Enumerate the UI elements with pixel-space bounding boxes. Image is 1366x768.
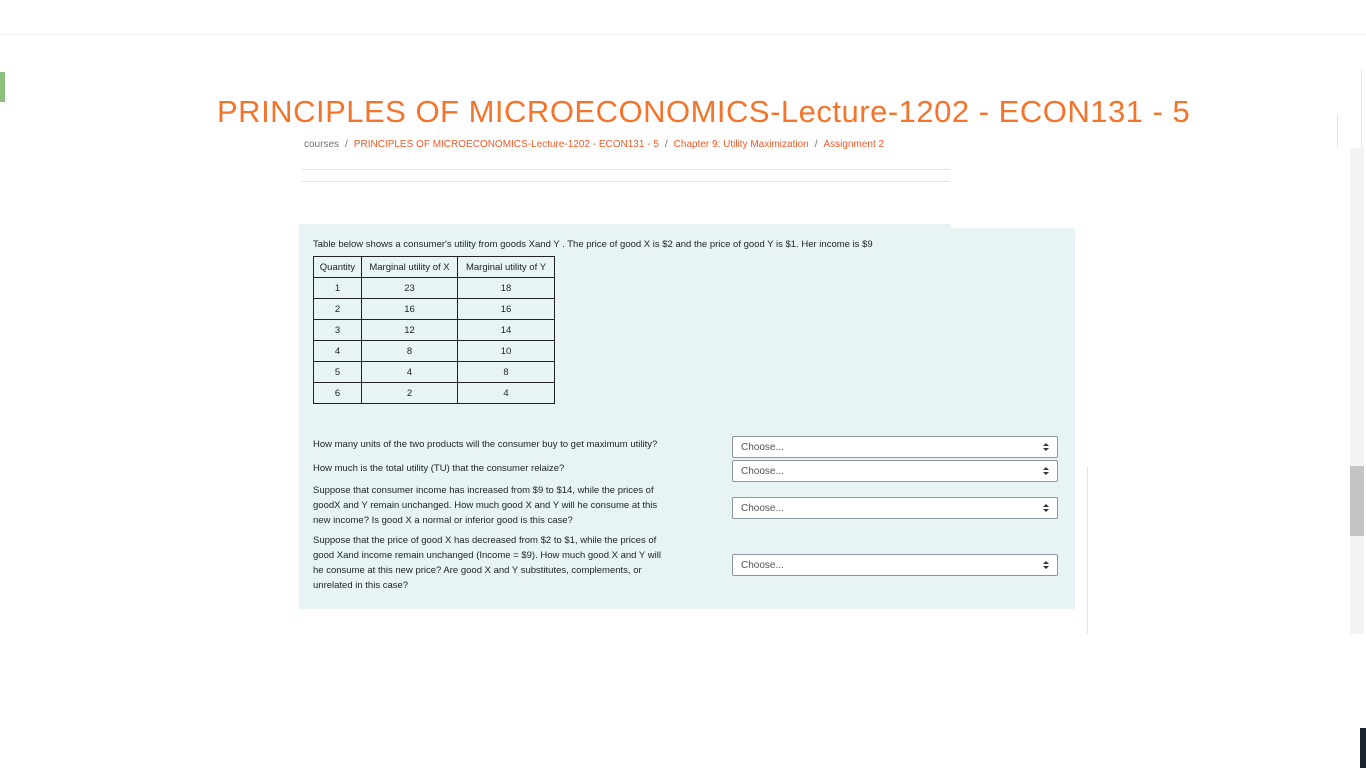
subquestion-line: unrelated in this case? bbox=[313, 580, 409, 591]
table-cell: 1 bbox=[314, 278, 362, 299]
table-header-row bbox=[314, 257, 555, 278]
scrollbar-thumb[interactable] bbox=[1350, 466, 1364, 536]
table-cell: 16 bbox=[458, 299, 555, 320]
breadcrumb-assignment[interactable]: Assignment 2 bbox=[823, 139, 885, 150]
subquestion-line: How many units of the two products will the consumer buy to get maximum utility? bbox=[313, 439, 658, 450]
page-border-right-top bbox=[1337, 114, 1338, 148]
table-header: Marginal utility of Y bbox=[458, 257, 555, 278]
question-intro: Table below shows a consumer's utility from goods Xand Y . The price of good X is $2 and the price of good Y is $1. Her income is $9 bbox=[313, 239, 873, 250]
course-title-text: PRINCIPLES OF MICROECONOMICS-Lecture-1202 - ECON131 - 5 bbox=[217, 94, 1191, 129]
subquestion-4-text bbox=[313, 533, 661, 593]
subquestion-line: he consume at this new price? Are good X and Y substitutes, complements, or bbox=[313, 565, 642, 576]
subquestion-line: good Xand income remain unchanged (Income = $9). How much good X and Y will bbox=[313, 550, 661, 561]
select-value: Choose... bbox=[741, 502, 784, 514]
breadcrumb-chapter[interactable]: Chapter 9: Utility Maximization bbox=[673, 139, 809, 150]
breadcrumb-course[interactable]: PRINCIPLES OF MICROECONOMICS-Lecture-1202 - ECON131 - 5 bbox=[353, 139, 659, 150]
subquestion-1-text bbox=[313, 437, 657, 452]
table-cell: 16 bbox=[362, 299, 458, 320]
course-title bbox=[217, 94, 1191, 129]
table-header: Marginal utility of X bbox=[362, 257, 458, 278]
breadcrumb bbox=[304, 139, 884, 150]
header-divider bbox=[302, 181, 950, 182]
header-divider bbox=[302, 169, 950, 170]
table-cell: 14 bbox=[458, 320, 555, 341]
footer-corner bbox=[1360, 728, 1366, 768]
breadcrumb-separator: / bbox=[345, 139, 348, 150]
breadcrumb-courses[interactable]: courses bbox=[304, 139, 340, 150]
table-cell: 2 bbox=[314, 299, 362, 320]
subquestion-line: How much is the total utility (TU) that the consumer relaize? bbox=[313, 463, 565, 474]
table-cell: 23 bbox=[362, 278, 458, 299]
select-arrows-icon bbox=[1043, 441, 1049, 453]
select-value: Choose... bbox=[741, 465, 784, 477]
table-row bbox=[314, 278, 555, 299]
subquestion-line: Suppose that the price of good X has decreased from $2 to $1, while the prices of bbox=[313, 535, 657, 546]
select-arrows-icon bbox=[1043, 465, 1049, 477]
content-divider bbox=[1087, 466, 1088, 634]
breadcrumb-separator: / bbox=[664, 139, 668, 150]
drawer-toggle-tab[interactable] bbox=[0, 72, 5, 102]
subquestion-2-select[interactable] bbox=[732, 460, 1058, 482]
table-cell: 4 bbox=[362, 362, 458, 383]
table-cell: 12 bbox=[362, 320, 458, 341]
table-header: Quantity bbox=[314, 257, 362, 278]
subquestion-3-select[interactable] bbox=[732, 497, 1058, 519]
table-cell: 2 bbox=[362, 383, 458, 404]
table-row bbox=[314, 299, 555, 320]
table-cell: 8 bbox=[362, 341, 458, 362]
table-row bbox=[314, 383, 555, 404]
table-row bbox=[314, 362, 555, 383]
select-value: Choose... bbox=[741, 441, 784, 453]
table-cell: 8 bbox=[458, 362, 555, 383]
top-navbar bbox=[0, 0, 1366, 35]
table-cell: 4 bbox=[458, 383, 555, 404]
subquestion-2-text bbox=[313, 461, 564, 476]
subquestion-line: Suppose that consumer income has increased from $9 to $14, while the prices of bbox=[313, 485, 654, 496]
table-cell: 18 bbox=[458, 278, 555, 299]
subquestion-4-select[interactable] bbox=[732, 554, 1058, 576]
breadcrumb-separator: / bbox=[814, 139, 818, 150]
table-row bbox=[314, 320, 555, 341]
scrollbar-track[interactable] bbox=[1350, 148, 1364, 634]
subquestion-line: new income? Is good X a normal or inferior good is this case? bbox=[313, 515, 573, 526]
table-cell: 3 bbox=[314, 320, 362, 341]
select-arrows-icon bbox=[1043, 502, 1049, 514]
subquestion-line: goodX and Y remain unchanged. How much good X and Y will he consume at this bbox=[313, 500, 658, 511]
table-cell: 6 bbox=[314, 383, 362, 404]
table-cell: 10 bbox=[458, 341, 555, 362]
table-row bbox=[314, 341, 555, 362]
select-value: Choose... bbox=[741, 559, 784, 571]
table-cell: 4 bbox=[314, 341, 362, 362]
subquestion-3-text bbox=[313, 483, 657, 528]
table-cell: 5 bbox=[314, 362, 362, 383]
subquestion-1-select[interactable] bbox=[732, 436, 1058, 458]
utility-table bbox=[313, 256, 555, 404]
select-arrows-icon bbox=[1043, 559, 1049, 571]
